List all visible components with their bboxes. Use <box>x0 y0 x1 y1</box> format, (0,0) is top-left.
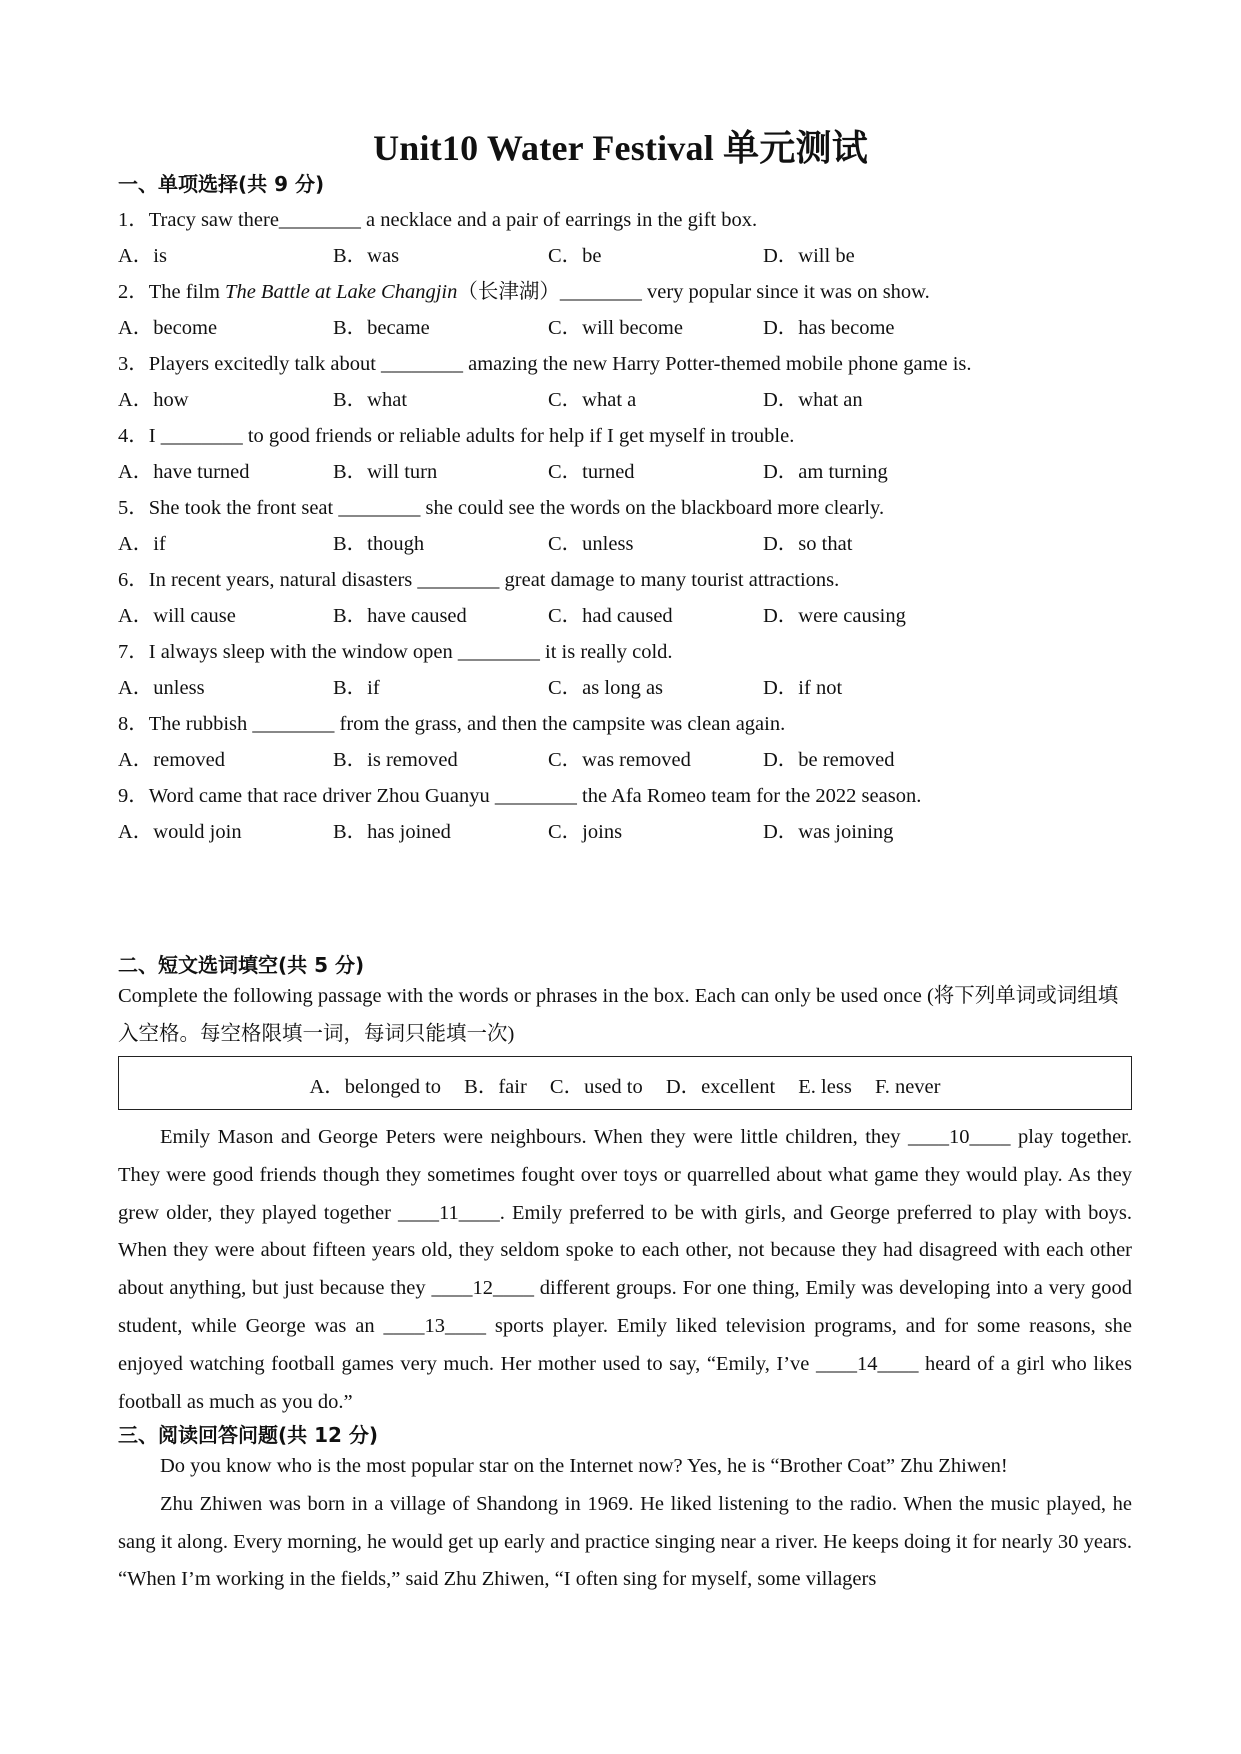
stem-text: 2．The film <box>118 281 226 303</box>
option-b: B．has joined <box>333 821 451 843</box>
option-d: D．were causing <box>763 605 906 627</box>
option-a: A．will cause <box>118 605 236 627</box>
section-heading-2: 二、短文选词填空(共 5 分) <box>118 953 365 977</box>
option-c: C．will become <box>548 317 683 339</box>
option-a: A．would join <box>118 821 242 843</box>
option-a: A．become <box>118 317 218 339</box>
option-b: B．is removed <box>333 749 458 771</box>
option-b: B．what <box>333 389 408 411</box>
question-stem: 1．Tracy saw there________ a necklace and a pair of earrings in the gift box. <box>118 209 758 231</box>
option-c: C．as long as <box>548 677 664 699</box>
reading-passage <box>118 1448 1132 1599</box>
question-stem <box>118 274 930 304</box>
option-c: C．joins <box>548 821 623 843</box>
question-options <box>118 310 1018 340</box>
option-c: C．what a <box>548 389 637 411</box>
option-d: D．am turning <box>763 461 888 483</box>
section-instruction: Complete the following passage with the words or phrases in the box. Each can only be used once (将下列单词或词组填入空格。每空格限填一词，每词只能填一次) <box>118 985 1119 1045</box>
word-option: D．excellent <box>665 1076 776 1098</box>
word-option: E. less <box>798 1076 852 1098</box>
word-box-items <box>119 1069 1131 1099</box>
option-d: D．was joining <box>763 821 894 843</box>
question-options <box>118 670 1018 700</box>
question-options <box>118 238 1018 268</box>
option-a: A．if <box>118 533 166 555</box>
question-options <box>118 598 1018 628</box>
option-c: C．had caused <box>548 605 673 627</box>
option-d: D．has become <box>763 317 895 339</box>
question-options <box>118 454 1018 484</box>
option-d: D．will be <box>763 245 855 267</box>
word-option: F. never <box>874 1076 941 1098</box>
passage-paragraph: Zhu Zhiwen was born in a village of Shandong in 1969. He liked listening to the radio. When the music played, he sang it along. Every morning, he would get up early and practice singing near a river. He keeps doing it for nearly 30 years. “When I’m working in the fields,” said Zhu Zhiwen, “I often sing for myself, some villagers <box>118 1492 1132 1591</box>
word-option: C．used to <box>549 1076 643 1098</box>
question-stem: 9．Word came that race driver Zhou Guanyu ________ the Afa Romeo team for the 2022 season. <box>118 785 922 807</box>
question-options <box>118 814 1018 844</box>
film-title: The Battle at Lake Changjin <box>225 281 458 303</box>
option-d: D．what an <box>763 389 863 411</box>
option-b: B．if <box>333 677 380 699</box>
option-b: B．will turn <box>333 461 438 483</box>
option-a: A．have turned <box>118 461 250 483</box>
question-options <box>118 382 1018 412</box>
question-options <box>118 742 1018 772</box>
passage-paragraph: Do you know who is the most popular star on the Internet now? Yes, he is “Brother Coat” Zhu Zhiwen! <box>160 1455 1008 1477</box>
option-a: A．removed <box>118 749 226 771</box>
option-b: B．though <box>333 533 425 555</box>
page-title: Unit10 Water Festival 单元测试 <box>373 128 868 168</box>
option-b: B．became <box>333 317 430 339</box>
option-c: C．unless <box>548 533 634 555</box>
question-stem: 6．In recent years, natural disasters ________ great damage to many tourist attractions. <box>118 569 840 591</box>
word-option: B．fair <box>464 1076 527 1098</box>
option-d: D．so that <box>763 533 853 555</box>
word-box <box>118 1056 1132 1110</box>
option-b: B．have caused <box>333 605 467 627</box>
option-c: C．was removed <box>548 749 691 771</box>
option-d: D．if not <box>763 677 843 699</box>
option-c: C．be <box>548 245 602 267</box>
section-heading-1: 一、单项选择(共 9 分) <box>118 172 325 196</box>
passage-paragraph: Emily Mason and George Peters were neighbours. When they were little children, they ____10____ play together. They were good friends though they sometimes fought over toys or quarrelled about what game they would play. As they grew older, they played together ____11____. Emily preferred to be with girls, and George preferred to play with boys. When they were about fifteen years old, they seldom spoke to each other, not because they had disagreed with each other about anything, but just because they ____12____ different groups. For one thing, Emily was developing into a very good student, while George was an ____13____ sports player. Emily liked television programs, and for some reasons, she enjoyed watching football games very much. Her mother used to say, “Emily, I’ve ____14____ heard of a girl who likes football as much as you do.” <box>118 1126 1132 1413</box>
option-c: C．turned <box>548 461 635 483</box>
option-b: B．was <box>333 245 400 267</box>
question-stem: 5．She took the front seat ________ she could see the words on the blackboard more clearly. <box>118 497 885 519</box>
option-d: D．be removed <box>763 749 895 771</box>
question-stem: 8．The rubbish ________ from the grass, and then the campsite was clean again. <box>118 713 786 735</box>
cloze-passage <box>118 1119 1132 1421</box>
option-a: A．is <box>118 245 167 267</box>
question-stem: 3．Players excitedly talk about ________ amazing the new Harry Potter-themed mobile phone game is. <box>118 353 972 375</box>
question-options <box>118 526 1018 556</box>
question-stem: 7．I always sleep with the window open ________ it is really cold. <box>118 641 673 663</box>
section-heading-3: 三、阅读回答问题(共 12 分) <box>118 1423 379 1447</box>
question-stem: 4．I ________ to good friends or reliable adults for help if I get myself in trouble. <box>118 425 795 447</box>
word-option: A．belonged to <box>309 1076 442 1098</box>
option-a: A．unless <box>118 677 205 699</box>
option-a: A．how <box>118 389 189 411</box>
stem-text: （长津湖）________ very popular since it was on show. <box>457 281 930 303</box>
